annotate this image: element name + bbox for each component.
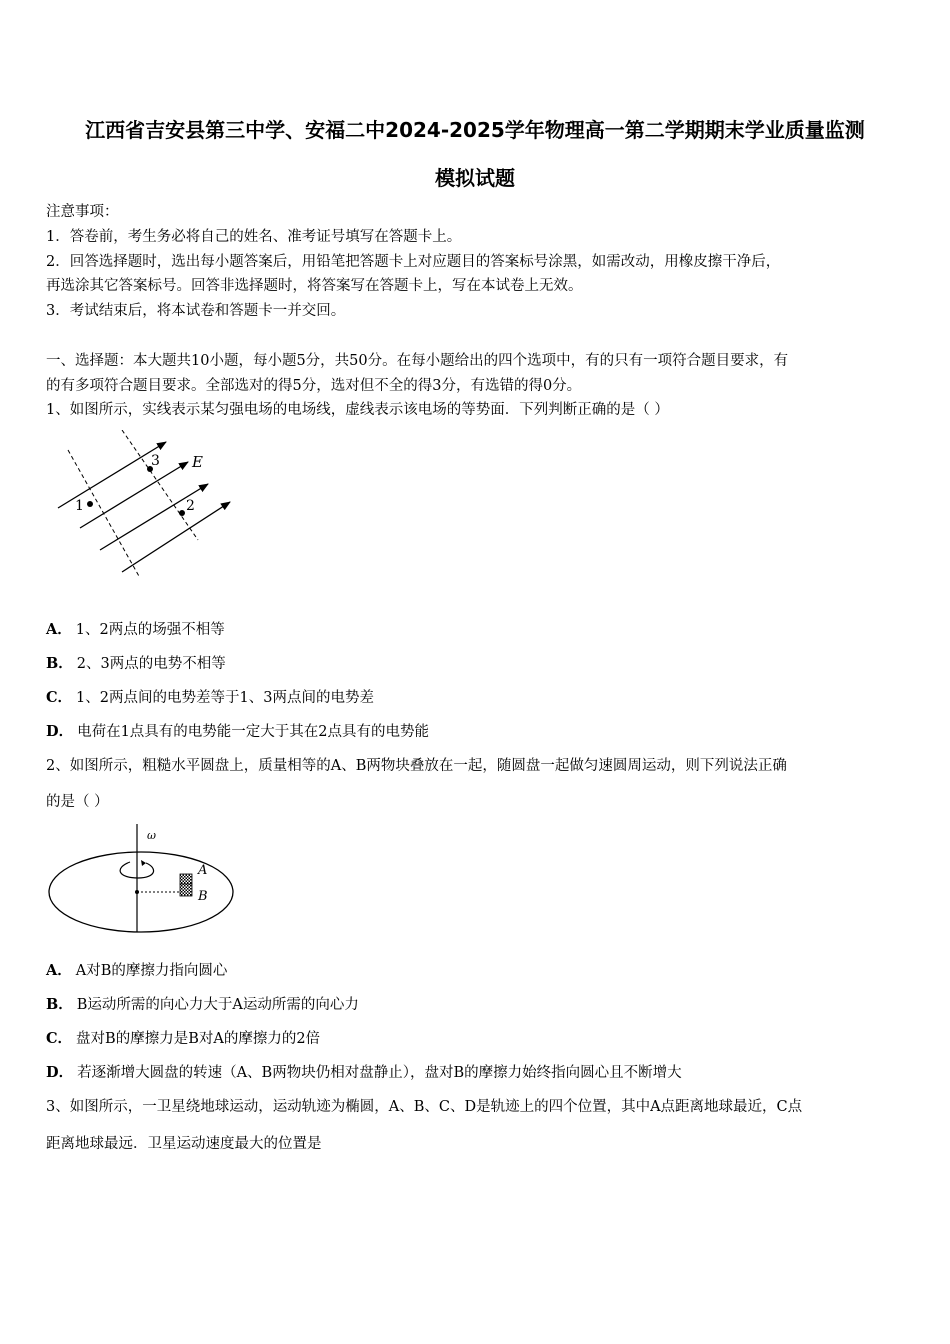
section-instructions-1: 一、选择题：本大题共10小题，每小题5分，共50分。在每小题给出的四个选项中，有的只有一项符合题目要求，有 (46, 353, 789, 369)
q2-option-a[interactable] (46, 961, 908, 981)
q2-option-b[interactable] (46, 995, 908, 1015)
q1-option-d-text: 电荷在1点具有的电势能一定大于其在2点具有的电势能 (77, 724, 430, 740)
q1-option-d[interactable] (46, 722, 908, 742)
block-b (180, 884, 192, 896)
q1-option-c[interactable] (46, 688, 908, 708)
notice-item-2a: 2．回答选择题时，选出每小题答案后，用铅笔把答题卡上对应题目的答案标号涂黑，如需改动，用橡皮擦干净后， (46, 254, 781, 270)
q2-option-b-label: B． (46, 996, 73, 1013)
q2-option-b-text: B运动所需的向心力大于A运动所需的向心力 (76, 997, 359, 1013)
q3-stem-1: 3、如图所示，一卫星绕地球运动，运动轨迹为椭圆，A、B、C、D是轨迹上的四个位置，其中A点距离地球最近，C点 (46, 1099, 803, 1115)
point-2-dot (179, 510, 185, 516)
q1-field-figure (50, 430, 250, 585)
exam-title-line2: 模拟试题 (435, 166, 515, 190)
point-2-label: 2 (186, 498, 195, 514)
q1-option-b[interactable] (46, 654, 908, 674)
notice-item-1: 1．答卷前，考生务必将自己的姓名、准考证号填写在答题卡上。 (46, 229, 462, 245)
exam-title-line1: 江西省吉安县第三中学、安福二中2024-2025学年物理高一第二学期期末学业质量监测 (85, 118, 865, 142)
q2-option-c-label: C． (46, 1030, 73, 1047)
q3-stem-2: 距离地球最远．卫星运动速度最大的位置是 (46, 1136, 322, 1152)
equipotential-line-2 (122, 430, 198, 540)
q1-option-c-text: 1、2两点间的电势差等于1、3两点间的电势差 (76, 690, 374, 706)
q1-option-c-label: C． (46, 689, 73, 706)
notice-heading: 注意事项： (46, 204, 119, 220)
rotation-arrowhead-icon (141, 860, 146, 866)
section-instructions-2: 的有多项符合题目要求。全部选对的得5分，选对但不全的得3分，有选错的得0分。 (46, 378, 582, 394)
field-line-4 (122, 502, 230, 572)
disk-center-dot (135, 890, 139, 894)
field-E-label: E (192, 453, 203, 471)
q2-option-a-text: A对B的摩擦力指向圆心 (75, 963, 228, 979)
q1-stem: 1、如图所示，实线表示某匀强电场的电场线，虚线表示该电场的等势面．下列判断正确的是（ ） (46, 402, 669, 418)
q2-option-d-label: D． (46, 1064, 74, 1081)
q2-option-d[interactable] (46, 1063, 908, 1083)
point-1-dot (87, 501, 93, 507)
equipotential-line-1 (68, 450, 140, 578)
q2-stem-2: 的是（ ） (46, 794, 109, 810)
point-1-label: 1 (75, 498, 84, 514)
field-line-2 (80, 462, 188, 528)
q1-option-a-text: 1、2两点的场强不相等 (75, 622, 225, 638)
q2-option-c[interactable] (46, 1029, 908, 1049)
q1-option-d-label: D． (46, 723, 74, 740)
block-a (180, 874, 192, 884)
omega-label: ω (147, 829, 156, 842)
notice-item-3: 3．考试结束后，将本试卷和答题卡一并交回。 (46, 303, 346, 319)
notice-item-2b: 再选涂其它答案标号。回答非选择题时，将答案写在答题卡上，写在本试卷上无效。 (46, 278, 583, 294)
block-a-label: A (198, 863, 208, 878)
field-line-3 (100, 484, 208, 550)
q2-option-d-text: 若逐渐增大圆盘的转速（A、B两物块仍相对盘静止），盘对B的摩擦力始终指向圆心且不断增大 (77, 1065, 682, 1081)
q2-disk-figure (46, 822, 241, 934)
q1-option-a-label: A． (46, 621, 72, 638)
block-b-label: B (198, 889, 208, 904)
q2-option-a-label: A． (46, 962, 72, 979)
point-3-label: 3 (151, 453, 160, 469)
q2-option-c-text: 盘对B的摩擦力是B对A的摩擦力的2倍 (76, 1031, 321, 1047)
q2-stem-1: 2、如图所示，粗糙水平圆盘上，质量相等的A、B两物块叠放在一起，随圆盘一起做匀速圆周运动，则下列说法正确 (46, 758, 787, 774)
q1-option-b-text: 2、3两点的电势不相等 (76, 656, 226, 672)
q1-option-b-label: B． (46, 655, 73, 672)
q1-option-a[interactable] (46, 620, 908, 640)
